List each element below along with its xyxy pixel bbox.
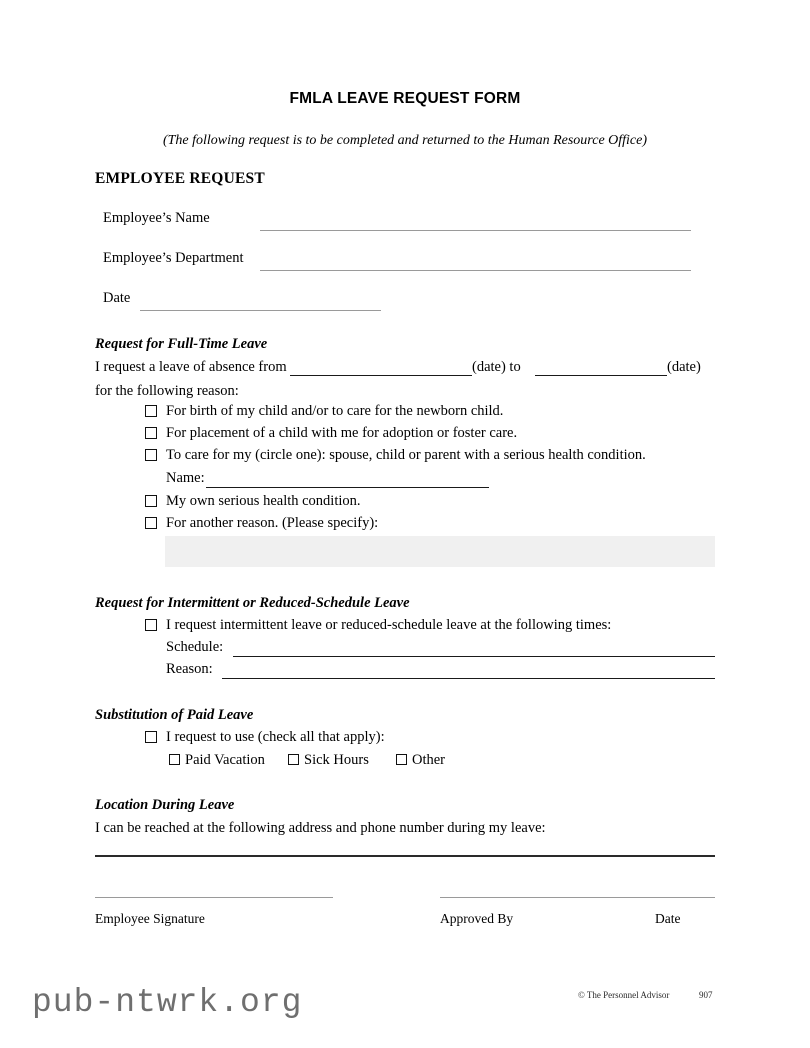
section-heading-substitution-of-paid-leave: Substitution of Paid Leave — [95, 707, 254, 723]
section-heading-intermittent-leave: Request for Intermittent or Reduced-Schedule Leave — [95, 595, 410, 611]
section-heading-full-time-leave: Request for Full-Time Leave — [95, 336, 268, 352]
employee-request-heading: EMPLOYEE REQUEST — [95, 170, 265, 187]
location-prompt: I can be reached at the following address and phone number during my leave: — [95, 820, 546, 836]
approved-by-label: Approved By — [440, 911, 514, 926]
checkbox-another-reason[interactable] — [145, 517, 157, 529]
date-input[interactable] — [140, 310, 381, 311]
checkbox-paid-vacation[interactable] — [169, 754, 180, 765]
checkbox-label-sick-hours: Sick Hours — [304, 752, 369, 768]
leave-end-date-marker: (date) — [667, 359, 701, 375]
leave-start-date-marker: (date) to — [472, 359, 521, 375]
checkbox-label-placement-of-child: For placement of a child with me for adoption or foster care. — [166, 425, 518, 441]
reason-input[interactable] — [222, 678, 715, 679]
employee-signature-input[interactable] — [95, 897, 333, 898]
another-reason-textarea[interactable] — [165, 536, 715, 567]
full-time-intro-prefix: I request a leave of absence from — [95, 359, 287, 375]
checkbox-label-own-health-condition: My own serious health condition. — [166, 493, 361, 509]
checkbox-label-care-for-family-member: To care for my (circle one): spouse, child or parent with a serious health condition. — [166, 447, 646, 463]
schedule-input[interactable] — [233, 656, 715, 657]
location-address-input[interactable] — [95, 855, 715, 857]
checkbox-birth-of-child[interactable] — [145, 405, 157, 417]
leave-end-date-input[interactable] — [535, 375, 667, 376]
date-label: Date — [103, 290, 131, 306]
checkbox-label-paid-vacation: Paid Vacation — [185, 752, 265, 768]
approval-date-label: Date — [655, 911, 681, 926]
checkbox-label-birth-of-child: For birth of my child and/or to care for the newborn child. — [166, 403, 504, 419]
checkbox-request-to-use-paid-leave[interactable] — [145, 731, 157, 743]
section-heading-location-during-leave: Location During Leave — [95, 797, 235, 813]
employee-department-input[interactable] — [260, 270, 691, 271]
checkbox-care-for-family-member[interactable] — [145, 449, 157, 461]
footer-copyright: © The Personnel Advisor — [578, 990, 670, 1000]
checkbox-own-health-condition[interactable] — [145, 495, 157, 507]
checkbox-sick-hours[interactable] — [288, 754, 299, 765]
checkbox-other[interactable] — [396, 754, 407, 765]
reason-label: Reason: — [166, 661, 213, 677]
employee-signature-label: Employee Signature — [95, 911, 205, 926]
employee-department-label: Employee’s Department — [103, 250, 244, 266]
employee-name-input[interactable] — [260, 230, 691, 231]
checkbox-label-request-to-use-paid-leave: I request to use (check all that apply): — [166, 729, 385, 745]
page-title: FMLA LEAVE REQUEST FORM — [289, 90, 521, 107]
checkbox-intermittent-leave[interactable] — [145, 619, 157, 631]
family-member-name-input[interactable] — [206, 487, 489, 488]
site-watermark: pub-ntwrk.org — [32, 984, 303, 1021]
checkbox-label-another-reason: For another reason. (Please specify): — [166, 515, 379, 531]
approved-by-input[interactable] — [440, 897, 715, 898]
checkbox-label-other: Other — [412, 752, 446, 768]
form-subtitle: (The following request is to be completed and returned to the Human Resource Office) — [162, 133, 648, 148]
full-time-intro-suffix: for the following reason: — [95, 383, 239, 399]
checkbox-label-intermittent-leave: I request intermittent leave or reduced-schedule leave at the following times: — [166, 617, 612, 633]
family-member-name-label: Name: — [166, 470, 205, 486]
checkbox-placement-of-child[interactable] — [145, 427, 157, 439]
schedule-label: Schedule: — [166, 639, 224, 655]
employee-name-label: Employee’s Name — [103, 210, 210, 226]
leave-start-date-input[interactable] — [290, 375, 472, 376]
footer-form-number: 907 — [699, 990, 713, 1000]
